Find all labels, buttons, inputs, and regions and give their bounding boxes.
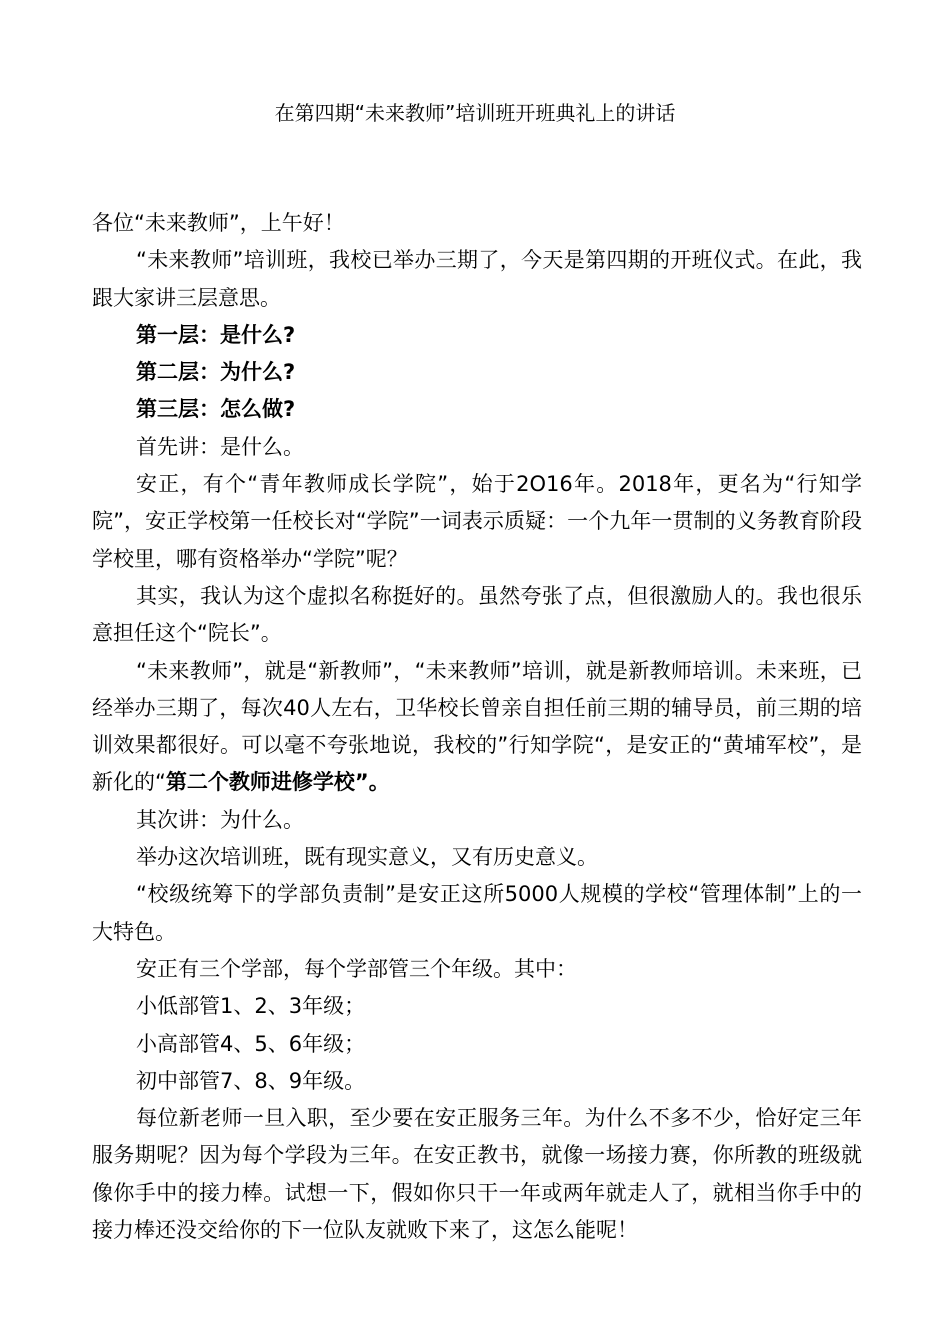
bold-phrase: 第二个教师进修学校”。 (165, 770, 390, 795)
paragraph-text: “未来教师”，就是“新教师”，“未来教师”培训，就是新教师培训。未来班，已经举办三期了，每次40人左右，卫华校长曾亲自担任前三期的辅导员，前三期的培训效果都很好。可以毫不夸张地说，我校的”行知学院“，是安正的“黄埔军校”，是新化的“ (92, 658, 862, 795)
body-paragraph: 其实，我认为这个虚拟名称挺好的。虽然夸张了点，但很激励人的。我也很乐意担任这个“院长”。 (92, 583, 862, 646)
list-item: 小高部管4、5、6年级； (136, 1031, 366, 1056)
outline-item-1: 第一层：是什么? (136, 322, 296, 347)
body-paragraph: “未来教师”培训班，我校已举办三期了，今天是第四期的开班仪式。在此，我跟大家讲三层意思。 (92, 248, 862, 310)
outline-item-3: 第三层：怎么做? (136, 397, 296, 422)
section-heading-what: 首先讲：是什么。 (136, 434, 304, 459)
body-paragraph: 安正，有个“青年教师成长学院”，始于2O16年。2018年，更名为“行知学院”，安正学校第一任校长对“学院”一词表示质疑：一个九年一贯制的义务教育阶段学校里，哪有资格举办“学院”呢？ (92, 472, 862, 571)
list-item: 初中部管7、8、9年级。 (136, 1068, 366, 1093)
body-paragraph: 每位新老师一旦入职，至少要在安正服务三年。为什么不多不少，恰好定三年服务期呢？因为每个学段为三年。在安正教书，就像一场接力赛，你所教的班级就像你手中的接力棒。试想一下，假如你只干一年或两年就走人了，就相当你手中的接力棒还没交给你的下一位队友就败下来了，这怎么能呢！ (92, 1106, 862, 1243)
section-heading-why: 其次讲：为什么。 (136, 807, 304, 832)
document-title: 在第四期“未来教师”培训班开班典礼上的讲话 (274, 101, 676, 125)
document-body (92, 205, 862, 1249)
body-paragraph (92, 653, 862, 802)
list-item: 小低部管1、2、3年级； (136, 994, 366, 1019)
outline-item-2: 第二层：为什么? (136, 360, 296, 385)
greeting-paragraph: 各位“未来教师”，上午好！ (92, 211, 345, 235)
body-paragraph: “校级统筹下的学部负责制”是安正这所5000人规模的学校“管理体制”上的一大特色。 (92, 882, 862, 944)
body-paragraph: 举办这次培训班，既有现实意义，又有历史意义。 (136, 845, 598, 870)
body-paragraph: 安正有三个学部，每个学部管三个年级。其中： (136, 956, 577, 981)
